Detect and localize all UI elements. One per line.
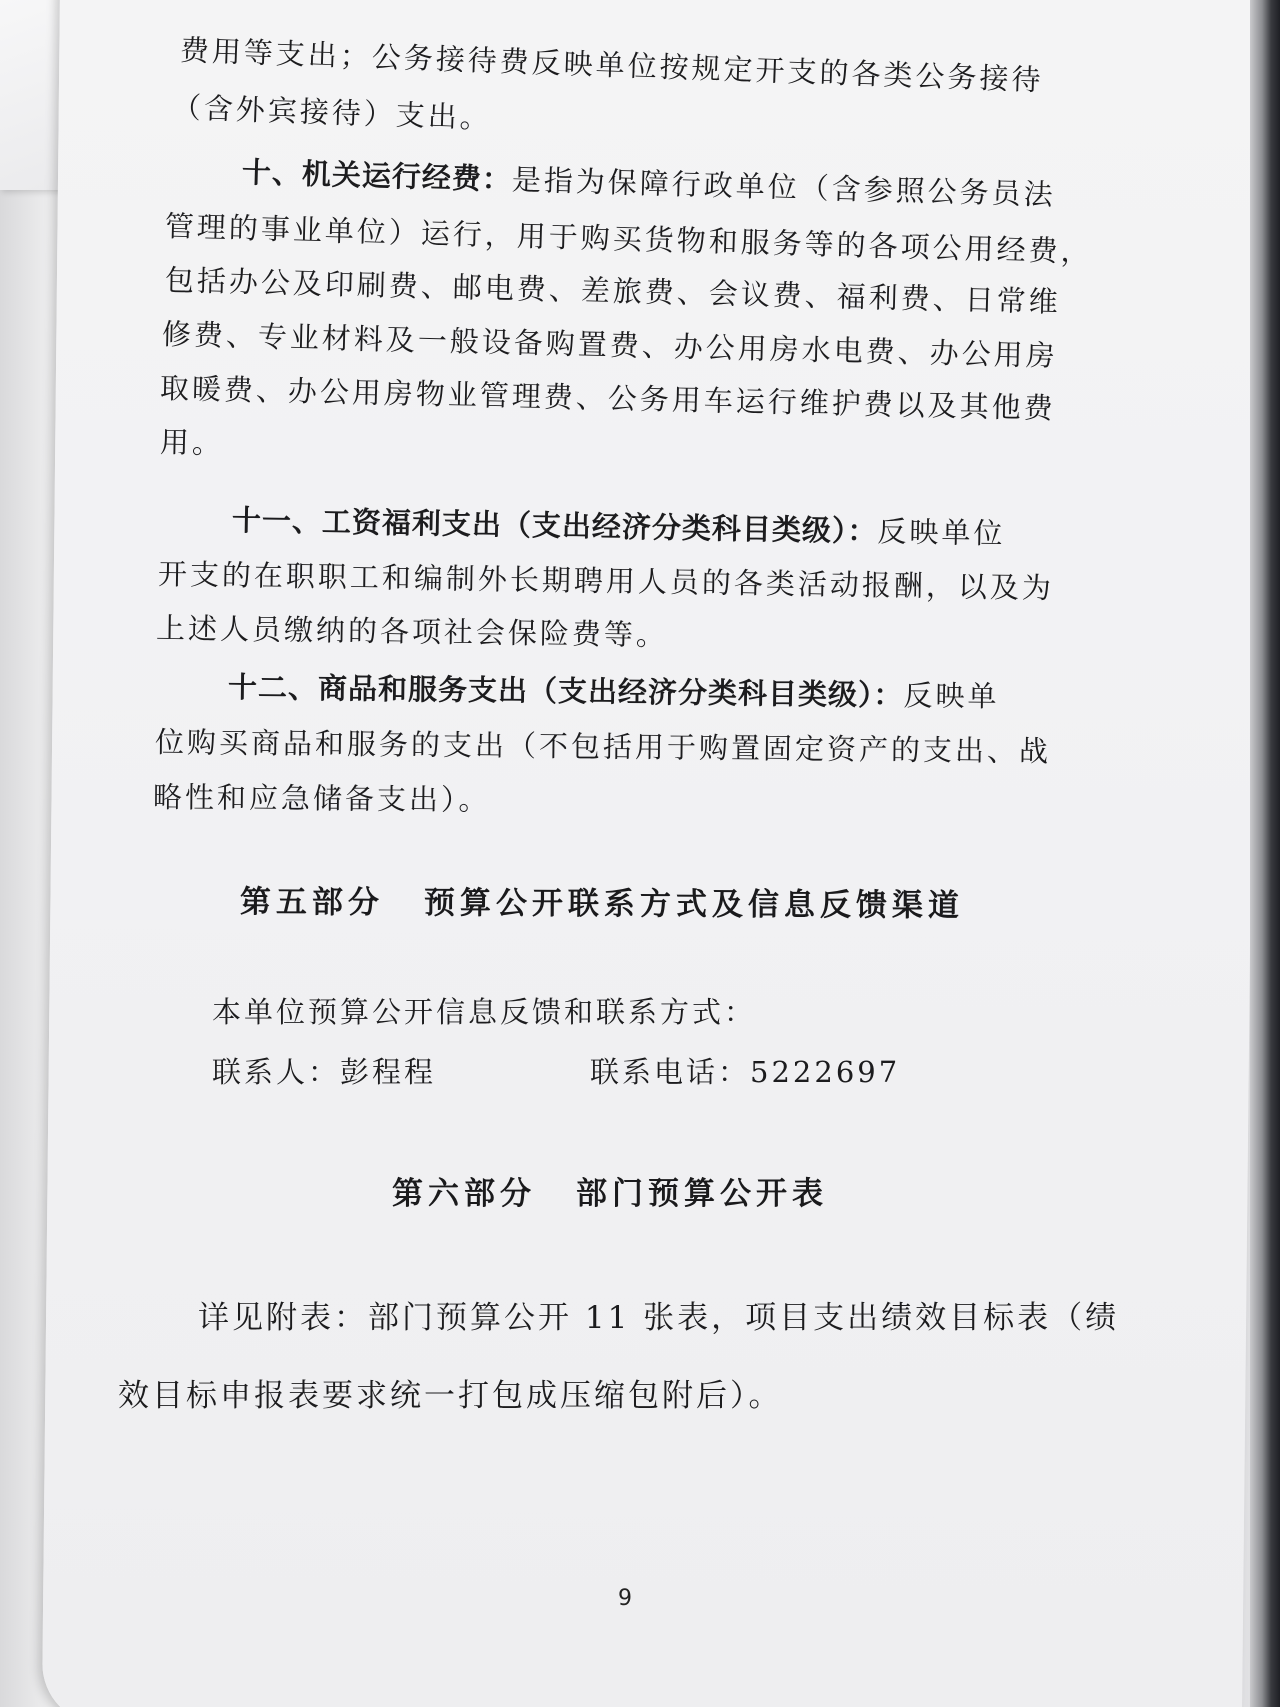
contact-name: 彭程程 [340,1055,437,1089]
section-6-title: 部门预算公开表 [576,1176,828,1212]
paragraph-line: 位购买商品和服务的支出（不包括用于购置固定资产的支出、战 [154,725,1052,769]
paragraph-line: 用。 [159,425,225,461]
paragraph-line: 包括办公及印刷费、邮电费、差旅费、会议费、福利费、日常维 [164,263,1062,319]
attachment-line: 详见附表：部门预算公开 11 张表，项目支出绩效目标表（绩 [198,1300,1120,1336]
paragraph-line: 管理的事业单位）运行，用于购买货物和服务等的各项公用经费， [164,209,1094,269]
item-11-first-line [232,498,1006,552]
item-12-title: 十二、商品和服务支出（支出经济分类科目类级）： [227,670,904,713]
section-5-heading [240,876,964,925]
contact-intro: 本单位预算公开信息反馈和联系方式： [212,995,757,1029]
section-6-part: 第六部分 [392,1176,536,1212]
item-11-title: 十一、工资福利支出（支出经济分类科目类级）： [231,503,878,549]
paragraph-line: （含外宾接待）支出。 [171,90,493,136]
page-number: 9 [618,1586,632,1611]
phone-number: 5222697 [750,1055,901,1089]
item-10-title: 十、机关运行经费： [241,155,513,197]
attachment-line: 效目标申报表要求统一打包成压缩包附后）。 [118,1378,783,1414]
paragraph-line: 上述人员缴纳的各项社会保险费等。 [155,611,669,653]
phone-line [590,1050,900,1091]
item-12-text: 反映单 [903,678,1000,714]
contact-line [212,1050,436,1091]
item-12-first-line [228,665,1000,715]
paragraph-line: 修费、专业材料及一般设备购置费、办公用房水电费、办公用房 [161,317,1059,373]
paragraph-line: 开支的在职职工和编制外长期聘用人员的各类活动报酬，以及为 [157,557,1055,606]
phone-label: 联系电话： [590,1055,751,1089]
item-10-first-line [241,150,1056,214]
item-11-text: 反映单位 [877,514,1006,551]
contact-label: 联系人： [212,1055,341,1089]
item-10-text: 是指为保障行政单位（含参照公务员法 [511,162,1057,212]
paragraph-line: 取暖费、办公用房物业管理费、公务用车运行维护费以及其他费 [159,371,1057,426]
section-5-title: 预算公开联系方式及信息反馈渠道 [423,885,965,924]
paragraph-line: 费用等支出；公务接待费反映单位按规定开支的各类公务接待 [179,33,1045,98]
section-5-part: 第五部分 [239,884,385,921]
paragraph-line: 略性和应急储备支出）。 [152,780,491,817]
section-6-heading [392,1168,828,1213]
